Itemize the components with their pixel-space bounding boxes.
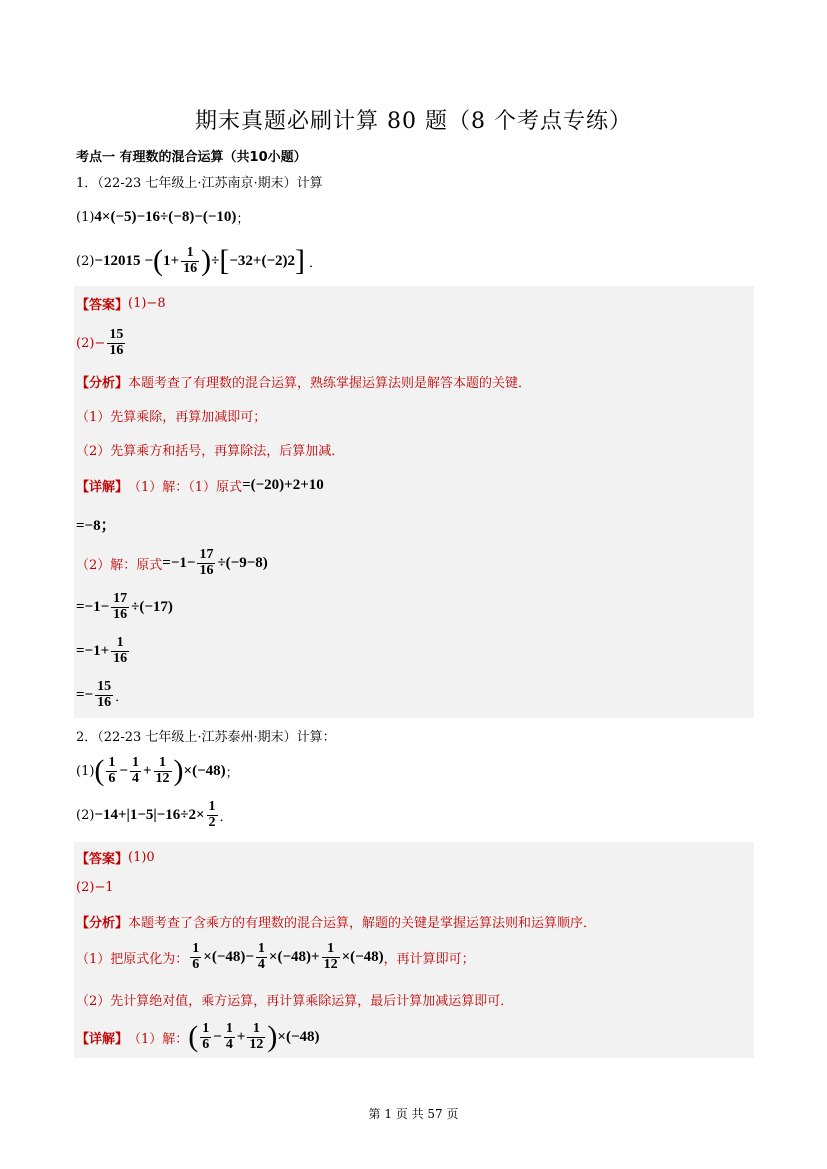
q1-answer2: (2)− $\frac{15}{16}$: [76, 327, 124, 358]
q1-detail2-line4: =− $\frac{15}{16}$ ．: [76, 679, 129, 710]
q2-part1: (1) ( $\frac{1}{6}$ − $\frac{1}{4}$ + $\frac{1}{12}$ ) ×(−48) ；: [76, 754, 239, 788]
q1-detail1: 【详解】 （1）解：（1）原式 =(−20)+2+10: [76, 477, 324, 495]
q1-detail2-line2: =−1− $\frac{17}{16}$ ÷(−17): [76, 591, 173, 622]
q2-detail1: 【详解】 （1）解： ( $\frac{1}{6}$ − $\frac{1}{4}$ + $\frac{1}{12}$ ) ×(−48): [76, 1020, 320, 1054]
q1-analysis1: （1）先算乘除，再算加减即可；: [76, 410, 267, 425]
q2-analysis1: （1）把原式化为： $\frac{1}{6}$ ×(−48)− $\frac{1}{4}$ ×(−48)+ $\frac{1}{12}$ ×(−48) ，再计算即可；: [76, 941, 475, 972]
q2-analysis: 【分析】 本题考查了含乘方的有理数的混合运算，解题的关键是掌握运算法则和运算顺序．: [76, 916, 597, 931]
q1-analysis: 【分析】 本题考查了有理数的混合运算，熟练掌握运算法则是解答本题的关键．: [76, 376, 532, 391]
q1-stem: 1．（22-23 七年级上·江苏南京·期末）计算: [76, 176, 323, 191]
q1-detail2: （2）解：原式 =−1− $\frac{17}{16}$ ÷(−9−8): [76, 547, 268, 578]
q2-answer: 【答案】 (1)0: [76, 850, 155, 867]
fraction: $\frac{1}{16}$: [183, 245, 198, 276]
page-footer: 第 1 页 共 57 页: [368, 1107, 459, 1121]
q2-stem: 2．（22-23 七年级上·江苏泰州·期末）计算：: [76, 730, 336, 745]
q1-answer: 【答案】 (1)−8: [76, 296, 166, 313]
q1-detail1-line2: =−8；: [76, 518, 116, 534]
q1-part2: (2) −1 2015 − ( 1+ $\frac{1}{16}$ ) ÷ [ −3 2 +(−2) 2 ] ．: [76, 244, 323, 278]
q1-analysis2: （2）先算乘方和括号，再算除法，后算加减．: [76, 444, 345, 459]
q1-part1: (1) 4×(−5)−16÷(−8)−(−10) ；: [76, 209, 250, 227]
q1-detail2-line3: =−1+ $\frac{1}{16}$: [76, 635, 128, 666]
page-title: 期末真题必刷计算 80 题（8 个考点专练）: [195, 109, 632, 134]
q2-answer2: (2)−1: [76, 880, 114, 895]
q2-analysis2: （2）先计算绝对值，乘方运算，再计算乘除运算，最后计算加减运算即可．: [76, 994, 514, 1009]
q1-solution-box: [74, 286, 754, 718]
section-heading: 考点一 有理数的混合运算（共10小题）: [76, 150, 307, 165]
q2-part2: (2) −1 4 +|1−5|−16÷2× $\frac{1}{2}$ ．: [76, 799, 233, 830]
q1-part1-expr: 4×(−5)−16÷(−8)−(−10): [94, 209, 237, 225]
